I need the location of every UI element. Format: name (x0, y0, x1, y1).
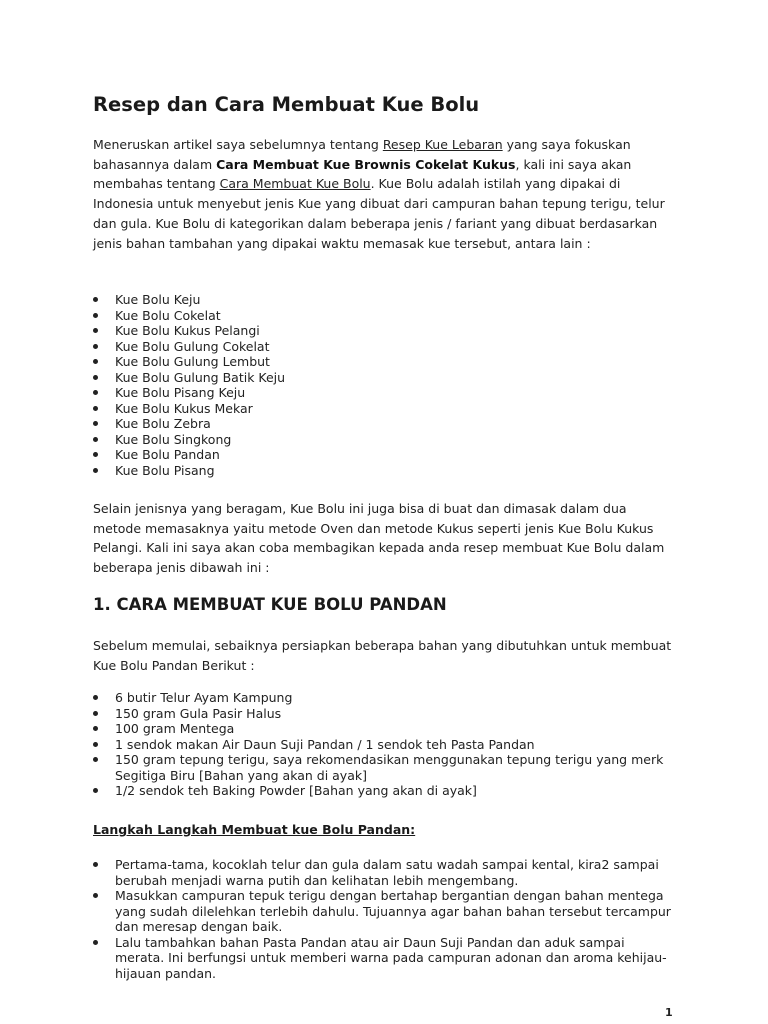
methods-paragraph: Selain jenisnya yang beragam, Kue Bolu ini juga bisa di buat dan dimasak dalam dua metode memasaknya yaitu metode Oven dan metode Kukus seperti jenis Kue Bolu Kukus Pelangi. Kali ini saya akan coba membagikan kepada anda resep membuat Kue Bolu dalam beberapa jenis dibawah ini : (93, 501, 665, 576)
document-title: Resep dan Cara Membuat Kue Bolu (93, 93, 480, 116)
steps-heading: Langkah Langkah Membuat kue Bolu Pandan: (93, 822, 416, 837)
bullet-icon (93, 862, 98, 867)
bullet-icon (93, 390, 98, 395)
bullet-icon (93, 375, 98, 380)
bullet-icon (93, 421, 98, 426)
list-item-text: Kue Bolu Kukus Mekar (115, 400, 253, 416)
list-item-text: Kue Bolu Cokelat (115, 307, 221, 323)
ingredients-list (93, 690, 673, 799)
list-item-text: Kue Bolu Pisang (115, 462, 215, 478)
list-item-text: Kue Bolu Kukus Pelangi (115, 323, 260, 338)
list-item (93, 370, 673, 386)
list-item-text: Kue Bolu Gulung Batik Keju (115, 369, 286, 385)
list-item-text: Lalu tambahkan bahan Pasta Pandan atau air Daun Suji Pandan dan aduk sampai merata. Ini berfungsi untuk memberi warna pada campuran adonan dan aroma kehijau-hijauan pandan. (115, 934, 667, 981)
bullet-icon (93, 711, 98, 716)
list-item-text: Masukkan campuran tepuk terigu dengan bertahap bergantian dengan bahan mentega yang sudah dilelehkan terlebih dahulu. Tujuannya agar bahan bahan tersebut tercampur dan meresap dengan baik. (115, 888, 671, 934)
list-item-text: 1 sendok makan Air Daun Suji Pandan / 1 sendok teh Pasta Pandan (115, 736, 535, 752)
section-heading-bolu-pandan: 1. CARA MEMBUAT KUE BOLU PANDAN (93, 595, 447, 614)
bullet-icon (93, 940, 98, 945)
bullet-icon (93, 313, 98, 318)
bullet-icon (93, 297, 98, 302)
bullet-icon (93, 742, 98, 747)
list-item-text: Kue Bolu Pandan (115, 447, 220, 462)
list-item (93, 447, 673, 463)
list-item (93, 463, 673, 479)
intro-text-4: . Kue Bolu adalah istilah yang dipakai di Indonesia untuk menyebut jenis Kue yang dibuat dari campuran bahan tepung terigu, telur dan gula. Kue Bolu di kategorikan dalam beberapa jenis / fariant yang dibuat berdasarkan jenis bahan tambahan yang dipakai waktu memasak kue tersebut, antara lain : (93, 176, 665, 251)
kue-bolu-types-list (93, 292, 673, 478)
bullet-icon (93, 468, 98, 473)
bullet-icon (93, 328, 98, 333)
list-item-text: Kue Bolu Pisang Keju (115, 385, 246, 400)
intro-paragraph (93, 135, 673, 253)
list-item (93, 401, 673, 417)
bullet-icon (93, 757, 98, 762)
page-number: 1 (665, 1006, 673, 1019)
link-cara-membuat-kue-bolu[interactable]: Cara Membuat Kue Bolu (219, 176, 371, 192)
list-item (93, 690, 673, 706)
list-item (93, 935, 673, 982)
list-item-text: Kue Bolu Keju (115, 292, 201, 307)
list-item-text: Pertama-tama, kocoklah telur dan gula dalam satu wadah sampai kental, kira2 sampai berubah menjadi warna putih dan kelihatan lebih mengembang. (115, 857, 659, 888)
intro-text-3: , kali ini saya akan membahas tentang (93, 156, 632, 192)
list-item (93, 385, 673, 401)
list-item (93, 706, 673, 722)
list-item-text: Kue Bolu Gulung Cokelat (115, 338, 270, 354)
list-item (93, 737, 673, 753)
bullet-icon (93, 406, 98, 411)
list-item-text: Kue Bolu Singkong (115, 431, 232, 447)
list-item (93, 857, 673, 888)
intro-text-1: Meneruskan artikel saya sebelumnya tentang (93, 137, 383, 152)
link-resep-kue-lebaran[interactable]: Resep Kue Lebaran (382, 137, 503, 152)
list-item (93, 354, 673, 370)
list-item (93, 432, 673, 448)
list-item-text: 100 gram Mentega (115, 721, 235, 736)
list-item-text: 6 butir Telur Ayam Kampung (115, 690, 293, 705)
bullet-icon (93, 788, 98, 793)
bullet-icon (93, 893, 98, 898)
list-item (93, 888, 673, 935)
list-item (93, 721, 673, 737)
list-item-text: Kue Bolu Zebra (115, 416, 211, 431)
bullet-icon (93, 344, 98, 349)
list-item (93, 752, 673, 783)
list-item (93, 783, 673, 799)
intro-bold-brownis: Cara Membuat Kue Brownis Cokelat Kukus (216, 156, 516, 172)
list-item-text: 150 gram tepung terigu, saya rekomendasikan menggunakan tepung terigu yang merk Segitiga Biru [Bahan yang akan di ayak] (115, 752, 664, 783)
bullet-icon (93, 726, 98, 731)
list-item-text: 1/2 sendok teh Baking Powder [Bahan yang akan di ayak] (115, 783, 477, 798)
bullet-icon (93, 452, 98, 457)
list-item-text: Kue Bolu Gulung Lembut (115, 354, 270, 369)
list-item (93, 416, 673, 432)
section-intro-paragraph: Sebelum memulai, sebaiknya persiapkan beberapa bahan yang dibutuhkan untuk membuat Kue Bolu Pandan Berikut : (93, 638, 672, 673)
bullet-icon (93, 695, 98, 700)
list-item (93, 339, 673, 355)
list-item (93, 292, 673, 308)
list-item (93, 323, 673, 339)
list-item-text: 150 gram Gula Pasir Halus (115, 705, 282, 721)
list-item (93, 308, 673, 324)
steps-list (93, 857, 673, 981)
intro-text-2: yang saya fokuskan bahasannya dalam (93, 137, 631, 172)
bullet-icon (93, 437, 98, 442)
bullet-icon (93, 359, 98, 364)
